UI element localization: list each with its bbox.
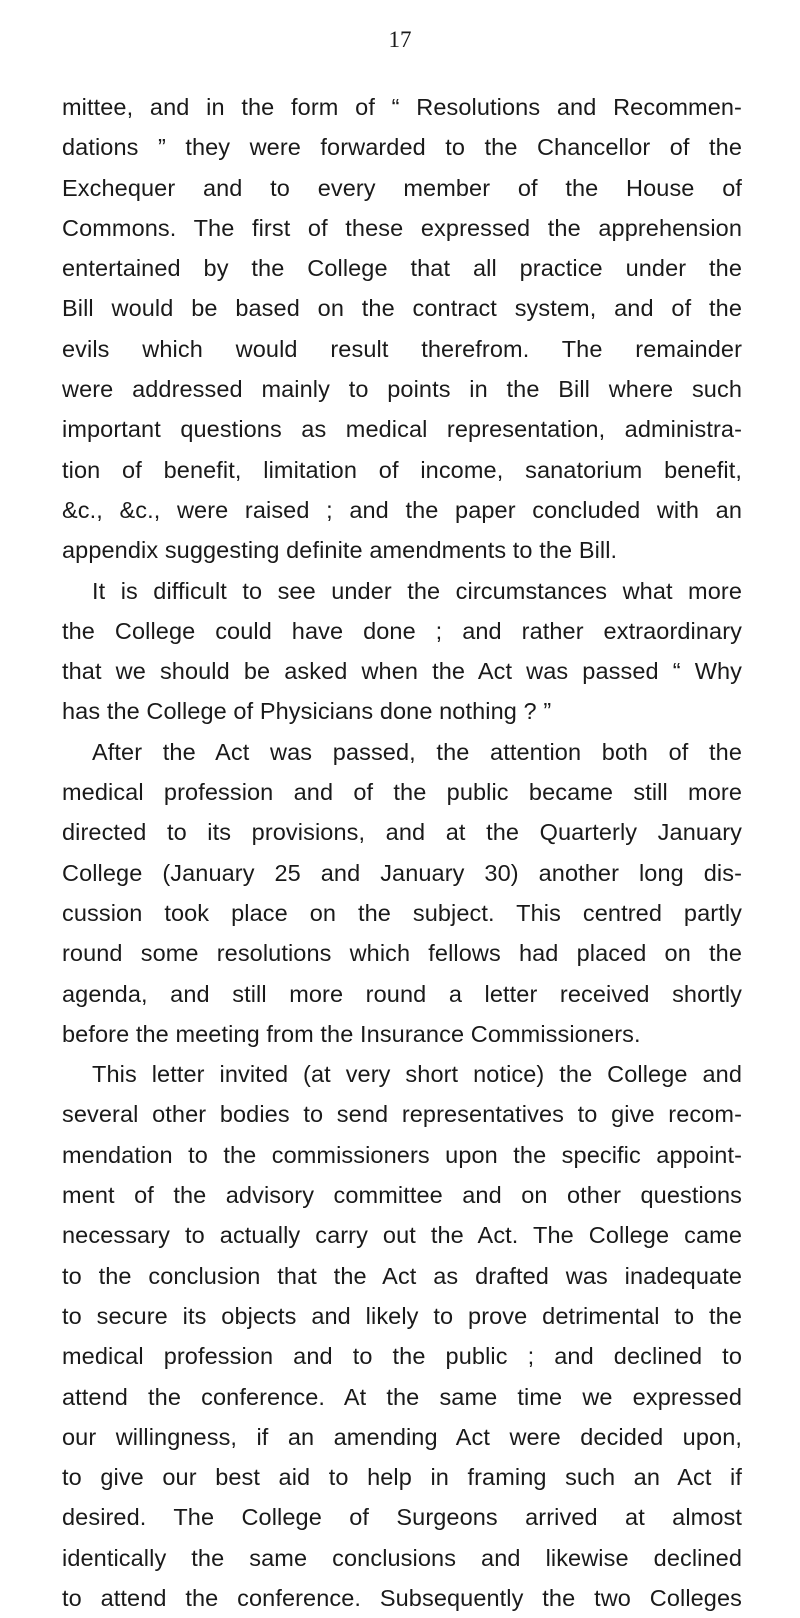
text-line: round some resolutions which fellows had placed on the bbox=[62, 940, 742, 967]
text-line: to attend the conference. Subsequently the two Colleges bbox=[62, 1584, 742, 1611]
text-line: to the conclusion that the Act as drafted was inadequate bbox=[62, 1262, 742, 1289]
text-line: has the College of Physicians done nothing ? ” bbox=[62, 698, 552, 725]
text-line: medical profession and of the public became still more bbox=[62, 779, 742, 806]
paragraph-start-line: It is difficult to see under the circumstances what more bbox=[92, 577, 742, 604]
text-line: before the meeting from the Insurance Commissioners. bbox=[62, 1020, 641, 1047]
text-line: ment of the advisory committee and on other questions bbox=[62, 1182, 742, 1209]
text-line: attend the conference. At the same time we expressed bbox=[62, 1383, 742, 1410]
text-line: Exchequer and to every member of the House of bbox=[62, 174, 742, 201]
text-line: evils which would result therefrom. The remainder bbox=[62, 335, 742, 362]
text-line: Commons. The first of these expressed the apprehension bbox=[62, 214, 742, 241]
text-line: cussion took place on the subject. This centred partly bbox=[62, 899, 742, 926]
text-line: were addressed mainly to points in the Bill where such bbox=[62, 376, 742, 403]
text-line: directed to its provisions, and at the Quarterly January bbox=[62, 819, 742, 846]
text-line: necessary to actually carry out the Act. The College came bbox=[62, 1222, 742, 1249]
text-line: that we should be asked when the Act was passed “ Why bbox=[62, 658, 742, 685]
text-line: the College could have done ; and rather extraordinary bbox=[62, 617, 742, 644]
text-line: Bill would be based on the contract system, and of the bbox=[62, 295, 742, 322]
text-line: mittee, and in the form of “ Resolutions and Recommen- bbox=[62, 94, 742, 120]
text-line: several other bodies to send representatives to give recom- bbox=[62, 1101, 742, 1128]
text-line: &c., &c., were raised ; and the paper concluded with an bbox=[62, 496, 742, 523]
text-line: College (January 25 and January 30) another long dis- bbox=[62, 859, 742, 886]
text-line: tion of benefit, limitation of income, sanatorium benefit, bbox=[62, 456, 742, 483]
text-line: medical profession and to the public ; and declined to bbox=[62, 1343, 742, 1370]
text-line: agenda, and still more round a letter received shortly bbox=[62, 980, 742, 1007]
text-line: desired. The College of Surgeons arrived at almost bbox=[62, 1504, 742, 1531]
text-line: to give our best aid to help in framing such an Act if bbox=[62, 1464, 742, 1491]
text-line: our willingness, if an amending Act were decided upon, bbox=[62, 1423, 742, 1450]
text-line: important questions as medical representation, administra- bbox=[62, 416, 742, 443]
page-number: 17 bbox=[388, 27, 412, 52]
text-line: dations ” they were forwarded to the Chancellor of the bbox=[62, 134, 742, 161]
body-text bbox=[62, 87, 742, 1618]
text-line: entertained by the College that all practice under the bbox=[62, 255, 742, 282]
paragraph-start-line: After the Act was passed, the attention both of the bbox=[92, 738, 742, 765]
text-line: appendix suggesting definite amendments to the Bill. bbox=[62, 537, 618, 564]
text-line: identically the same conclusions and likewise declined bbox=[62, 1544, 742, 1571]
text-line: mendation to the commissioners upon the specific appoint- bbox=[62, 1141, 742, 1168]
text-line: to secure its objects and likely to prove detrimental to the bbox=[62, 1302, 742, 1329]
paragraph-start-line: This letter invited (at very short notice) the College and bbox=[92, 1061, 742, 1088]
